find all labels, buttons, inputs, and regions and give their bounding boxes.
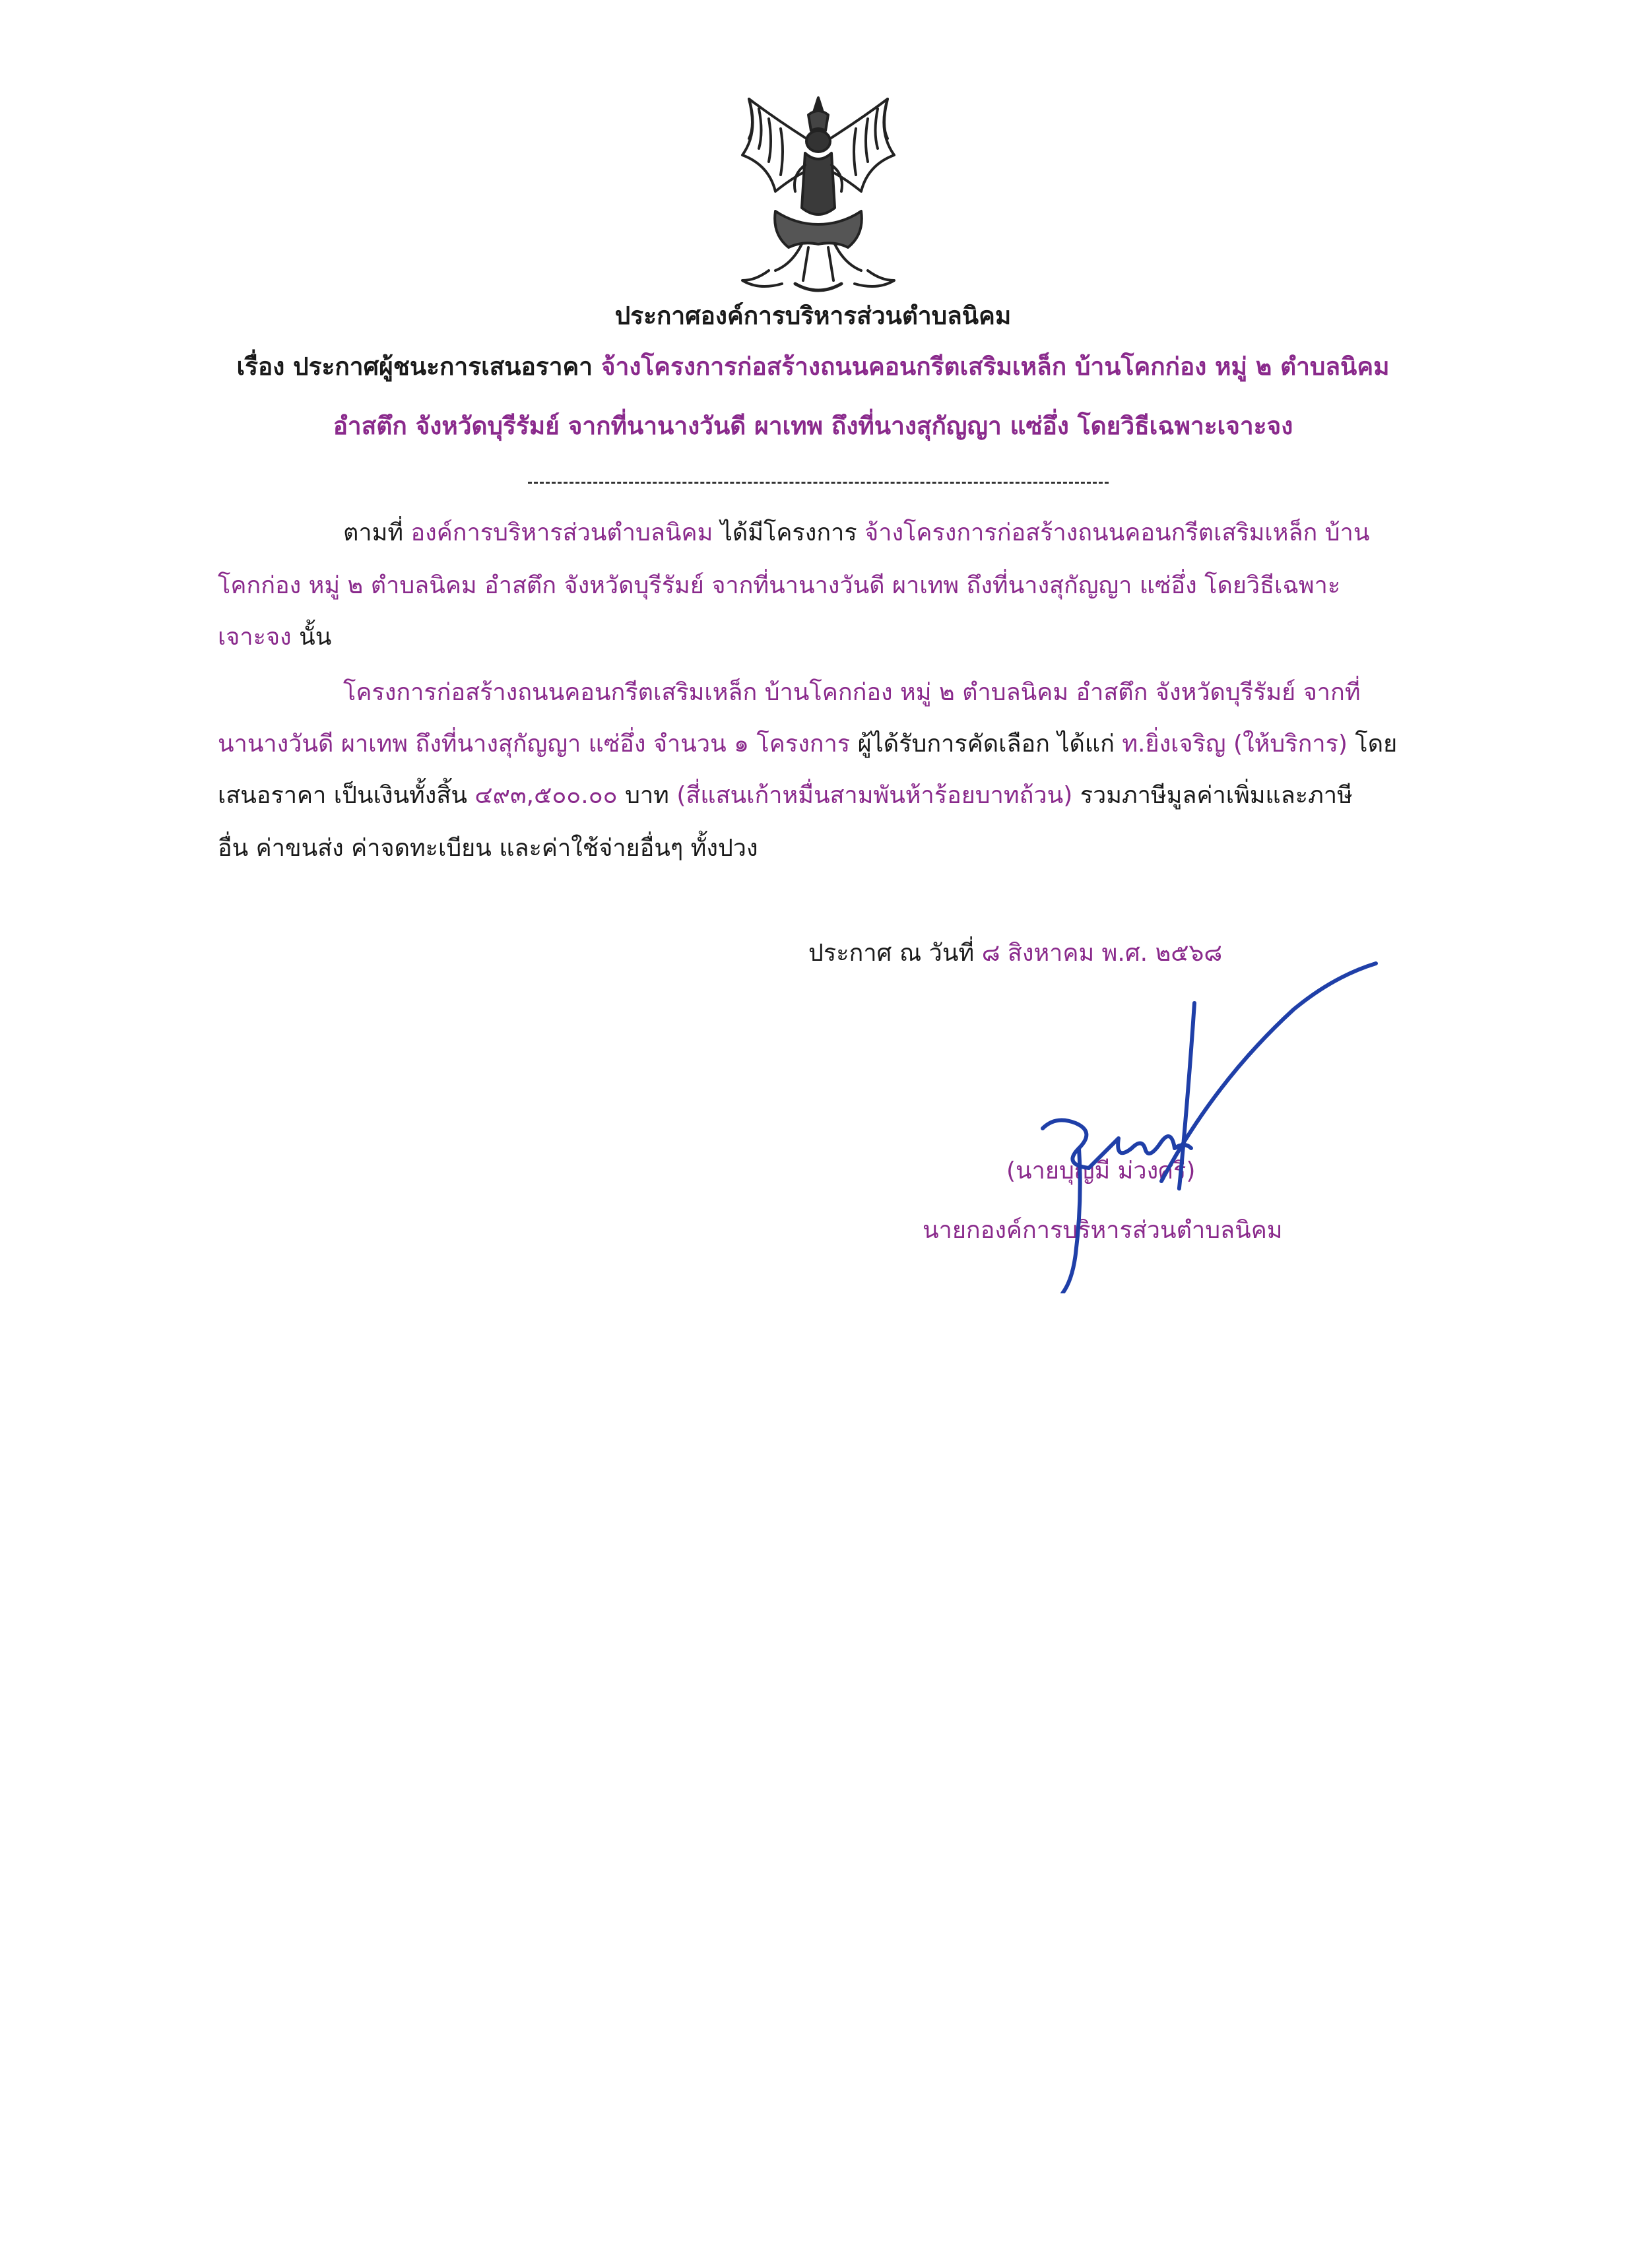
bid-amount-words: (สี่แสนเก้าหมื่นสามพันห้าร้อยบาทถ้วน) bbox=[676, 782, 1073, 809]
date-value: ๘ สิงหาคม พ.ศ. ๒๕๖๘ bbox=[981, 940, 1223, 967]
document-title: ประกาศองค์การบริหารส่วนตำบลนิคม bbox=[614, 302, 1012, 330]
subject-label: เรื่อง ประกาศผู้ชนะการเสนอราคา bbox=[236, 352, 593, 381]
signer-name: (นายบุญมี ม่วงศรี) bbox=[1006, 1157, 1196, 1184]
garuda-emblem-icon bbox=[729, 92, 907, 300]
subject-project-name: จ้างโครงการก่อสร้างถนนคอนกรีตเสริมเหล็ก บ้านโคกก่อง หมู่ ๒ ตำบลนิคม bbox=[601, 352, 1390, 381]
signature-icon bbox=[1016, 950, 1386, 1293]
bid-amount: ๔๙๓,๕๐๐.๐๐ bbox=[474, 782, 618, 809]
signer-title: นายกองค์การบริหารส่วนตำบลนิคม bbox=[923, 1217, 1283, 1244]
text-span: ผู้ได้รับการคัดเลือก ได้แก่ bbox=[857, 730, 1115, 758]
date-label: ประกาศ ณ วันที่ bbox=[808, 940, 975, 967]
project-name-end: นานางวันดี ผาเทพ ถึงที่นางสุกัญญา แซ่อึ่ง จำนวน ๑ โครงการ bbox=[218, 730, 851, 758]
paragraph-1-line-3 bbox=[218, 626, 331, 649]
paragraph-1-line-1 bbox=[343, 521, 1369, 545]
paragraph-2-line-2 bbox=[218, 732, 1397, 756]
subject-line-2: อำสตึก จังหวัดบุรีรัมย์ จากที่นานางวันดี ผาเทพ ถึงที่นางสุกัญญา แซ่อึ่ง โดยวิธีเฉพาะเจาะจง bbox=[333, 412, 1293, 440]
text-span: โดย bbox=[1355, 730, 1398, 758]
text-span: ได้มีโครงการ bbox=[720, 519, 857, 546]
header-divider bbox=[528, 482, 1109, 484]
text-span: เสนอราคา เป็นเงินทั้งสิ้น bbox=[218, 782, 467, 809]
project-name-end: เจาะจง bbox=[218, 624, 292, 651]
paragraph-2-line-3 bbox=[218, 784, 1353, 808]
organization-name: องค์การบริหารส่วนตำบลนิคม bbox=[410, 519, 713, 546]
text-span: บาท bbox=[625, 782, 669, 809]
subject-line-1 bbox=[0, 354, 1626, 379]
text-span: รวมภาษีมูลค่าเพิ่มและภาษี bbox=[1080, 782, 1353, 809]
paragraph-2-line-4: อื่น ค่าขนส่ง ค่าจดทะเบียน และค่าใช้จ่ายอื่นๆ ทั้งปวง bbox=[218, 835, 758, 862]
project-name: จ้างโครงการก่อสร้างถนนคอนกรีตเสริมเหล็ก บ้าน bbox=[864, 519, 1370, 546]
text-span: นั้น bbox=[299, 624, 332, 651]
paragraph-1-line-2: โคกก่อง หมู่ ๒ ตำบลนิคม อำสตึก จังหวัดบุรีรัมย์ จากที่นานางวันดี ผาเทพ ถึงที่นางสุกัญญา แซ่อึ่ง โดยวิธีเฉพาะ bbox=[218, 572, 1341, 599]
text-span: ตามที่ bbox=[343, 519, 404, 546]
paragraph-2-line-1: โครงการก่อสร้างถนนคอนกรีตเสริมเหล็ก บ้านโคกก่อง หมู่ ๒ ตำบลนิคม อำสตึก จังหวัดบุรีรัมย์ จากที่ bbox=[343, 679, 1361, 706]
winner-name: ท.ยิ่งเจริญ (ให้บริการ) bbox=[1122, 730, 1348, 758]
